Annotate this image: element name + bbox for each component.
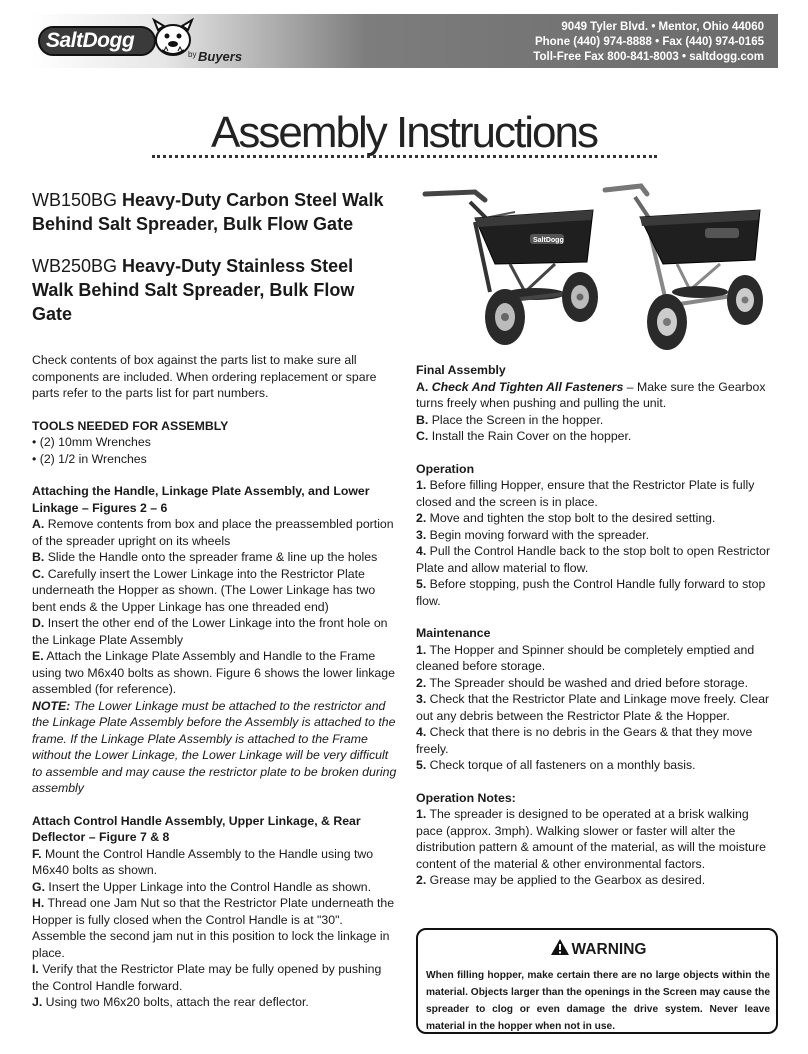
spreader-illustration-wb150bg <box>425 192 598 345</box>
title-dotted-rule <box>152 155 657 159</box>
list-item: • (2) 1/2 in Wrenches <box>32 451 147 466</box>
model-name: Heavy-Duty Carbon Steel Walk Behind Salt Spreader, Bulk Flow Gate <box>32 190 384 234</box>
step: 4. Pull the Control Handle back to the stop bolt to open Restrictor Plate and allow material to flow. <box>416 544 771 575</box>
step: A. Remove contents from box and place the preassembled portion of the spreader upright on its wheels <box>32 517 394 548</box>
logo-buyers: Buyers <box>198 49 243 64</box>
operation-notes-section <box>416 790 776 889</box>
section-title: TOOLS NEEDED FOR ASSEMBLY <box>32 418 229 433</box>
step: 2. The Spreader should be washed and dried before storage. <box>416 675 749 690</box>
note: NOTE: The Lower Linkage must be attached to the restrictor and the Linkage Plate Assembly before the Assembly is attached to the frame. If the Linkage Plate Assembly is attached to the Frame without the Lower Linkage, the Lower Linkage will be very difficult to assemble and may cause the restrictor plate to be broken during assembly <box>32 698 397 795</box>
step: C. Install the Rain Cover on the hopper. <box>416 429 632 443</box>
step: C. Carefully insert the Lower Linkage into the Restrictor Plate underneath the Hopper as shown. (The Lower Linkage has two bent ends & the Upper Linkage has one threaded end) <box>32 566 376 614</box>
step: 5. Check torque of all fasteners on a monthly basis. <box>416 758 696 772</box>
spreader-illustration-wb250bg <box>605 186 763 350</box>
step: 5. Before stopping, push the Control Handle fully forward to stop flow. <box>416 577 766 608</box>
right-column <box>416 362 776 905</box>
model-code: WB250BG <box>32 256 118 276</box>
left-column <box>32 188 397 1027</box>
operation-section <box>416 461 776 610</box>
warning-heading <box>426 938 770 959</box>
step: H. Thread one Jam Nut so that the Restrictor Plate underneath the Hopper is fully closed when the Control Handle is at "30". Assemble the second jam nut in this position to lock the linkage in place. <box>32 896 395 960</box>
step: 4. Check that there is no debris in the Gears & that they move freely. <box>416 725 753 756</box>
model-heading-wb250bg <box>32 254 397 326</box>
step: 2. Grease may be applied to the Gearbox as desired. <box>416 873 706 887</box>
attach-control-section <box>32 813 397 1011</box>
warning-text: When filling hopper, make certain there are no large objects within the material. Objects larger than the openings in the Screen may cause the spreader to clog or even damage the drive system. Never leave material in the hopper when not in use. <box>426 970 770 1032</box>
step: B. Place the Screen in the hopper. <box>416 412 604 427</box>
step: F. Mount the Control Handle Assembly to the Handle using two M6x40 bolts as shown. <box>32 846 374 877</box>
section-title: Final Assembly <box>416 363 506 377</box>
step: I. Verify that the Restrictor Plate may be fully opened by pushing the Control Handle forward. <box>32 962 382 993</box>
logo-by: by <box>188 50 197 59</box>
tollfree-website: Toll-Free Fax 800-841-8003 • saltdogg.com <box>533 51 764 63</box>
maintenance-section <box>416 625 776 774</box>
section-title: Attaching the Handle, Linkage Plate Assembly, and Lower Linkage – Figures 2 – 6 <box>32 484 370 515</box>
step: 2. Move and tighten the stop bolt to the desired setting. <box>416 511 716 525</box>
intro-paragraph: Check contents of box against the parts list to make sure all components are included. When ordering replacement or spare parts refer to the parts list for part numbers. <box>32 353 377 400</box>
list-item: • (2) 10mm Wrenches <box>32 435 151 449</box>
attach-handle-section <box>32 483 397 797</box>
step: J. Using two M6x20 bolts, attach the rear deflector. <box>32 995 309 1009</box>
step: E. Attach the Linkage Plate Assembly and Handle to the Frame using two M6x40 bolts as shown. Figure 6 shows the lower linkage assembled (for reference). <box>32 649 395 696</box>
step: B. Slide the Handle onto the spreader frame & line up the holes <box>32 550 378 564</box>
warning-box <box>416 928 778 1034</box>
final-assembly-section <box>416 362 776 445</box>
step: G. Insert the Upper Linkage into the Control Handle as shown. <box>32 879 372 894</box>
section-title: Operation Notes: <box>416 790 516 805</box>
contact-info <box>533 20 764 65</box>
tools-section <box>32 418 397 468</box>
section-title: Maintenance <box>416 626 491 640</box>
warning-triangle-icon <box>550 938 570 956</box>
logo-brand-text: SaltDogg <box>46 29 135 52</box>
model-heading-wb150bg <box>32 188 397 236</box>
model-name: Heavy-Duty Stainless Steel Walk Behind Salt Spreader, Bulk Flow Gate <box>32 256 355 324</box>
page-title: Assembly Instructions <box>211 108 597 157</box>
section-title: Operation <box>416 461 475 476</box>
step: 1. Before filling Hopper, ensure that the Restrictor Plate is fully closed and the screen is in place. <box>416 478 755 509</box>
warning-title: WARNING <box>571 941 647 958</box>
step: 1. The Hopper and Spinner should be completely emptied and cleaned before storage. <box>416 642 755 673</box>
section-title: Attach Control Handle Assembly, Upper Linkage, & Rear Deflector – Figure 7 & 8 <box>32 813 361 844</box>
step: 1. The spreader is designed to be operated at a brisk walking pace (approx. 3mph). Walking slower or faster will alter the distribution pattern & amount of the material, as will the moisture content of the material & other environmental factors. <box>416 807 766 871</box>
step: A. Check And Tighten All Fasteners – Make sure the Gearbox turns freely when pushing and pulling the unit. <box>416 379 766 410</box>
saltdogg-logo <box>38 20 248 66</box>
address: 9049 Tyler Blvd. • Mentor, Ohio 44060 <box>561 21 764 33</box>
spreader-product-image <box>415 172 785 357</box>
step: 3. Check that the Restrictor Plate and Linkage move freely. Clear out any debris between the Restrictor Plate & the Hopper. <box>416 692 770 723</box>
product-badge: SaltDogg <box>533 237 564 244</box>
model-code: WB150BG <box>32 190 118 210</box>
phone-fax: Phone (440) 974-8888 • Fax (440) 974-0165 <box>534 36 764 48</box>
step: 3. Begin moving forward with the spreader. <box>416 527 650 542</box>
step: D. Insert the other end of the Lower Linkage into the front hole on the Linkage Plate Assembly <box>32 616 388 647</box>
